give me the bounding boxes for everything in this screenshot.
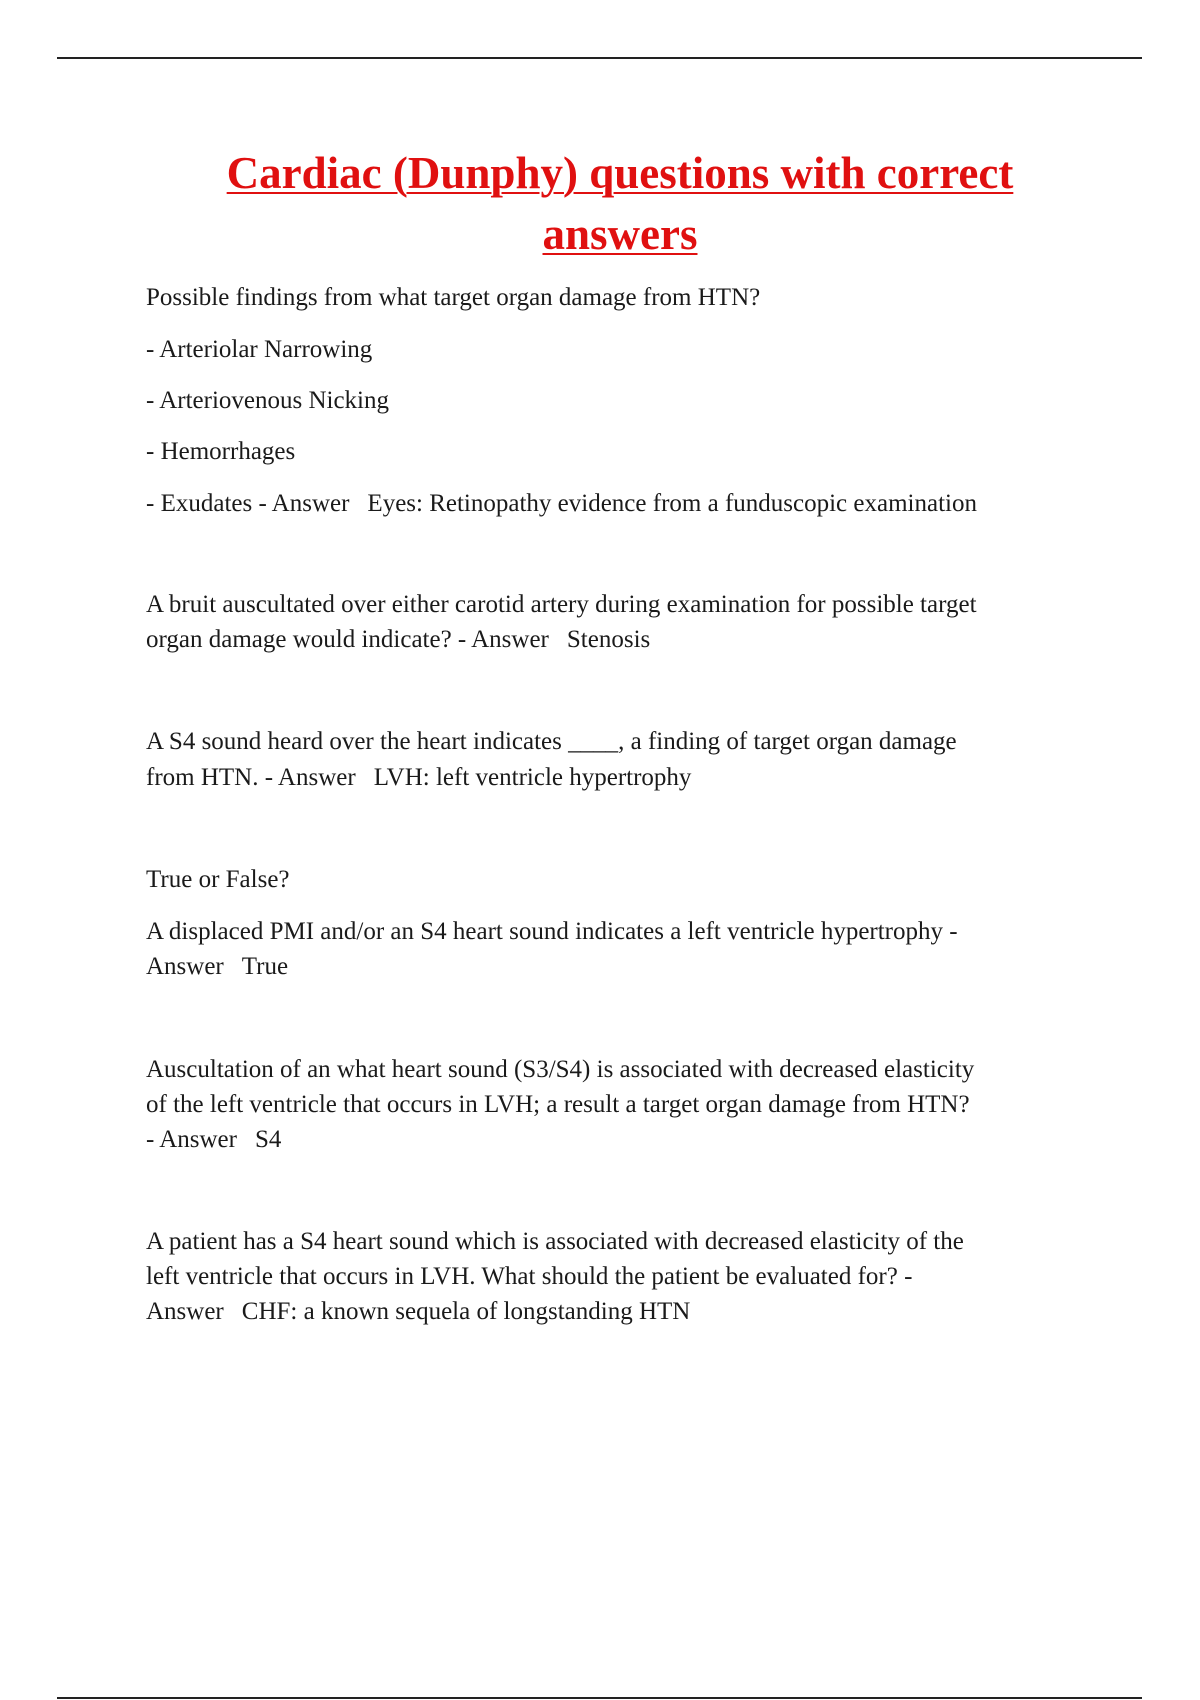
- question-line: A S4 sound heard over the heart indicates ____, a finding of target organ damage: [146, 728, 957, 755]
- finding-item: - Hemorrhages: [146, 438, 296, 465]
- answer-text: Eyes: Retinopathy evidence from a funduscopic examination: [367, 490, 977, 517]
- document-title: [90, 143, 1150, 265]
- answer-line: [146, 760, 691, 795]
- answer-prefix: - Exudates - Answer: [146, 490, 350, 517]
- top-rule: [57, 57, 1142, 59]
- finding-item: - Arteriolar Narrowing: [146, 336, 373, 363]
- question-line: of the left ventricle that occurs in LVH; a result a target organ damage from HTN?: [146, 1091, 970, 1118]
- question-line: True or False?: [146, 866, 290, 893]
- question-line: left ventricle that occurs in LVH. What should the patient be evaluated for? -: [146, 1263, 913, 1290]
- answer-text: True: [241, 953, 289, 980]
- answer-prefix: Answer: [146, 953, 224, 980]
- answer-line: [146, 622, 650, 657]
- question-line: A displaced PMI and/or an S4 heart sound indicates a left ventricle hypertrophy -: [146, 918, 958, 945]
- finding-item: - Arteriovenous Nicking: [146, 387, 390, 414]
- answer-line: [146, 1122, 281, 1157]
- bottom-rule: [57, 1697, 1142, 1699]
- answer-line: [146, 949, 288, 984]
- answer-text: CHF: a known sequela of longstanding HTN: [241, 1298, 691, 1325]
- question-line: Possible findings from what target organ damage from HTN?: [146, 284, 761, 311]
- answer-text: S4: [254, 1126, 282, 1153]
- answer-prefix: - Answer: [146, 1126, 237, 1153]
- title-line-1: Cardiac (Dunphy) questions with correct: [226, 148, 1014, 198]
- question-line: A patient has a S4 heart sound which is associated with decreased elasticity of the: [146, 1228, 964, 1255]
- answer-prefix: Answer: [146, 1298, 224, 1325]
- question-line: Auscultation of an what heart sound (S3/S4) is associated with decreased elasticity: [146, 1056, 975, 1083]
- answer-line: [146, 1294, 690, 1329]
- answer-text: Stenosis: [566, 626, 651, 653]
- question-line: A bruit auscultated over either carotid artery during examination for possible target: [146, 591, 977, 618]
- answer-text: LVH: left ventricle hypertrophy: [373, 764, 692, 791]
- answer-prefix: from HTN. - Answer: [146, 764, 356, 791]
- answer-line: [146, 486, 977, 521]
- title-line-2: answers: [542, 209, 698, 259]
- answer-prefix: organ damage would indicate? - Answer: [146, 626, 549, 653]
